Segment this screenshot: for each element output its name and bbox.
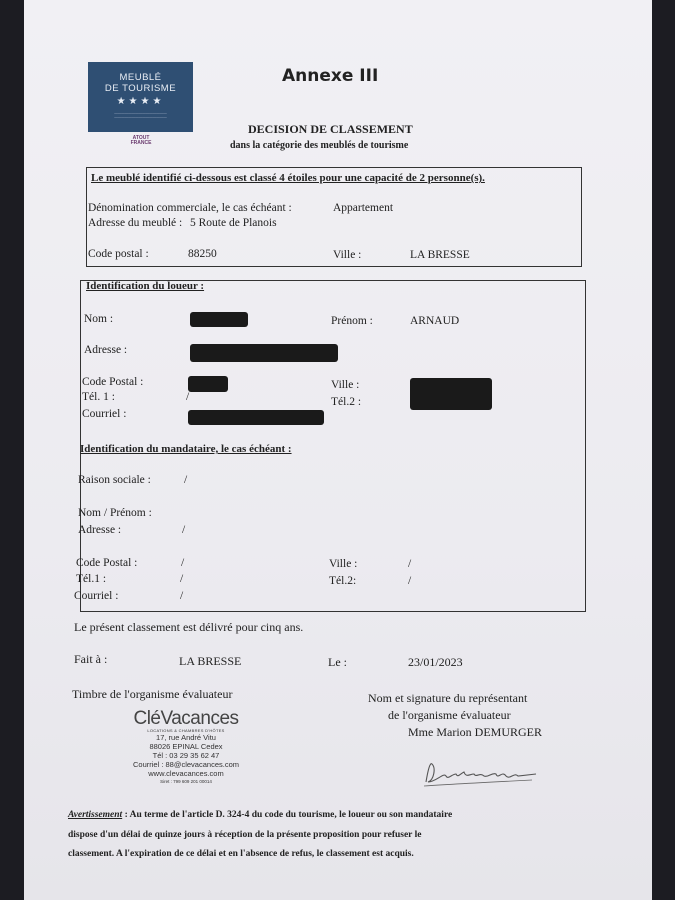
signature-line-2: de l'organisme évaluateur <box>388 708 511 722</box>
stamp-line: www.clevacances.com <box>148 769 224 778</box>
warning-line-3: classement. A l'expiration de ce délai et en l'absence de refus, le classement est acquis. <box>68 849 414 859</box>
loueur-ville-label: Ville : <box>331 379 360 391</box>
mandataire-tel2-value: / <box>408 575 412 587</box>
stamp-siret: Siret : 799 609 201 00014 <box>160 779 212 784</box>
le-label: Le : <box>328 655 347 669</box>
delivre-text: Le présent classement est délivré pour cinq ans. <box>74 620 304 634</box>
mandataire-raison-label: Raison sociale : <box>78 474 151 486</box>
warning-line-1 <box>68 810 452 820</box>
signature-line-1: Nom et signature du représentant <box>368 691 528 705</box>
fait-date: 23/01/2023 <box>408 655 463 669</box>
ville-label: Ville : <box>333 249 362 261</box>
mandataire-adresse-label: Adresse : <box>78 524 122 536</box>
decision-subtitle: dans la catégorie des meublés de tourisme <box>230 140 409 151</box>
fait-place: LA BRESSE <box>179 654 242 668</box>
decision-title: DECISION DE CLASSEMENT <box>248 122 413 136</box>
loueur-nom-label: Nom : <box>84 313 114 325</box>
redaction-cp <box>188 376 228 392</box>
loueur-tel1-label: Tél. 1 : <box>82 391 115 403</box>
stamp-line: 17, rue André Vitu <box>156 733 216 742</box>
stamp-line: 88026 EPINAL Cedex <box>149 742 223 751</box>
redaction-ville-tel2 <box>410 378 492 410</box>
classement-heading: Le meublé identifié ci-dessous est classé 4 étoiles pour une capacité de 2 personne(s). <box>91 172 485 184</box>
mandataire-raison-value: / <box>184 474 188 486</box>
redaction-adresse <box>190 344 338 362</box>
mandataire-heading: Identification du mandataire, le cas échéant : <box>80 443 292 455</box>
mandataire-ville-value: / <box>408 558 412 570</box>
atout-france-logo: ATOUT FRANCE <box>130 135 152 146</box>
loueur-adresse-label: Adresse : <box>84 344 128 356</box>
mandataire-tel1-label: Tél.1 : <box>76 573 107 585</box>
mandataire-cp-value: / <box>181 557 185 569</box>
meuble-tourisme-logo <box>88 62 193 132</box>
mandataire-tel1-value: / <box>180 573 184 585</box>
denomination-value: Appartement <box>333 202 394 214</box>
loueur-courriel-label: Courriel : <box>82 408 127 420</box>
adresse-meuble-value: 5 Route de Planois <box>190 217 277 229</box>
loueur-tel1-value: / <box>186 391 190 403</box>
logo-stars: ★★★★ <box>116 96 165 107</box>
warning-text-1: : Au terme de l'article D. 324-4 du code du tourisme, le loueur ou son mandataire <box>124 810 453 820</box>
logo-line-1: MEUBLÉ <box>119 72 162 83</box>
signature-name: Mme Marion DEMURGER <box>408 725 542 739</box>
page-title: Annexe III <box>282 66 379 86</box>
ville-value: LA BRESSE <box>410 249 470 261</box>
clevacances-logo: CléVacances <box>133 708 239 729</box>
logo-fineprint: ——————————————— ——————————————— <box>114 111 167 119</box>
warning-line-2: dispose d'un délai de quinze jours à réception de la présente proposition pour refuser le <box>68 830 422 840</box>
logo-line-2: DE TOURISME <box>104 83 177 94</box>
loueur-prenom-value: ARNAUD <box>410 315 460 327</box>
redaction-nom <box>190 312 248 327</box>
timbre-label: Timbre de l'organisme évaluateur <box>72 687 233 701</box>
code-postal-label: Code postal : <box>88 248 149 260</box>
mandataire-adresse-value: / <box>182 524 186 536</box>
mandataire-courriel-value: / <box>180 590 184 602</box>
mandataire-courriel-label: Courriel : <box>74 590 119 602</box>
code-postal-value: 88250 <box>188 248 217 260</box>
mandataire-cp-label: Code Postal : <box>76 557 138 569</box>
loueur-cp-label: Code Postal : <box>82 376 144 388</box>
redaction-courriel <box>188 410 324 425</box>
warning-lead: Avertissement <box>68 810 123 820</box>
mandataire-ville-label: Ville : <box>329 558 358 570</box>
stamp-line: Courriel : 88@clevacances.com <box>133 760 239 769</box>
loueur-prenom-label: Prénom : <box>331 315 373 327</box>
stamp-tagline: LOCATIONS & CHAMBRES D'HÔTES <box>147 728 225 733</box>
clevacances-stamp <box>116 708 256 784</box>
stamp-line: Tél : 03 29 35 62 47 <box>152 751 220 760</box>
loueur-heading: Identification du loueur : <box>86 280 205 292</box>
document-page <box>24 0 652 900</box>
mandataire-nom-label: Nom / Prénom : <box>78 507 152 519</box>
mandataire-tel2-label: Tél.2: <box>329 575 357 587</box>
adresse-meuble-label: Adresse du meublé : <box>88 217 183 229</box>
denomination-label: Dénomination commerciale, le cas échéant : <box>88 202 292 214</box>
fait-label: Fait à : <box>74 652 108 666</box>
handwritten-signature <box>422 752 540 792</box>
loueur-tel2-label: Tél.2 : <box>331 396 362 408</box>
